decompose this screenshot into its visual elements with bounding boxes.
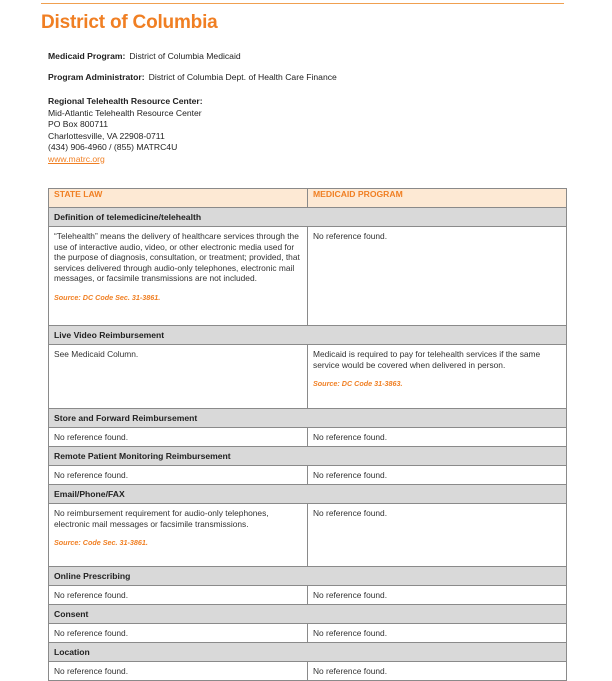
resource-center-label: Regional Telehealth Resource Center: bbox=[48, 96, 203, 106]
section-title: Online Prescribing bbox=[49, 567, 567, 586]
medicaid-text: No reference found. bbox=[313, 508, 388, 518]
state-law-cell: No reference found. bbox=[49, 428, 308, 447]
section-title: Definition of telemedicine/telehealth bbox=[49, 208, 567, 227]
telehealth-law-table bbox=[48, 188, 567, 681]
medicaid-program-line bbox=[48, 51, 241, 63]
medicaid-cell bbox=[308, 345, 567, 409]
state-law-cell: No reference found. bbox=[49, 662, 308, 681]
section-row-online-prescribing bbox=[49, 567, 567, 586]
resource-center-block bbox=[48, 96, 203, 165]
section-title: Remote Patient Monitoring Reimbursement bbox=[49, 447, 567, 466]
table-row bbox=[49, 662, 567, 681]
medicaid-program-label: Medicaid Program: bbox=[48, 51, 126, 61]
resource-center-link[interactable]: www.matrc.org bbox=[48, 153, 105, 164]
state-law-source: Source: DC Code Sec. 31-3861. bbox=[54, 292, 161, 302]
state-law-source: Source: Code Sec. 31-3861. bbox=[54, 538, 148, 548]
table-row bbox=[49, 466, 567, 485]
section-row-definition bbox=[49, 208, 567, 227]
resource-center-name: Mid-Atlantic Telehealth Resource Center bbox=[48, 107, 202, 118]
section-row-live-video bbox=[49, 326, 567, 345]
medicaid-text: No reference found. bbox=[313, 231, 388, 241]
section-title: Live Video Reimbursement bbox=[49, 326, 567, 345]
state-law-text: No reimbursement requirement for audio-only telephones, electronic mail messages or facsimile transmissions. bbox=[54, 508, 269, 529]
section-title: Location bbox=[49, 643, 567, 662]
table-header-row bbox=[49, 189, 567, 208]
page-title: District of Columbia bbox=[41, 12, 218, 33]
section-title: Email/Phone/FAX bbox=[49, 485, 567, 504]
table-row bbox=[49, 586, 567, 605]
table-row bbox=[49, 227, 567, 326]
state-law-cell: No reference found. bbox=[49, 466, 308, 485]
column-header-state-law: STATE LAW bbox=[49, 189, 308, 208]
table-row bbox=[49, 504, 567, 567]
state-law-cell: No reference found. bbox=[49, 624, 308, 643]
column-header-medicaid: MEDICAID PROGRAM bbox=[308, 189, 567, 208]
state-law-text: See Medicaid Column. bbox=[54, 349, 139, 359]
medicaid-cell: No reference found. bbox=[308, 662, 567, 681]
state-law-cell bbox=[49, 227, 308, 326]
medicaid-cell: No reference found. bbox=[308, 466, 567, 485]
state-law-text: “Telehealth” means the delivery of healthcare services through the use of interactive audio, video, or other electronic media used for the purpose of diagnosis, consultation, or treatment; provided, that services delivered through audio-only telephones, electronic mail messages, or facsimile transmissions are not included. bbox=[54, 231, 300, 284]
section-row-consent bbox=[49, 605, 567, 624]
section-title: Store and Forward Reimbursement bbox=[49, 409, 567, 428]
medicaid-cell: No reference found. bbox=[308, 586, 567, 605]
state-law-cell: No reference found. bbox=[49, 586, 308, 605]
state-law-cell bbox=[49, 345, 308, 409]
program-administrator-label: Program Administrator: bbox=[48, 72, 145, 82]
medicaid-text: Medicaid is required to pay for telehealth services if the same service would be covered when delivered in person. bbox=[313, 349, 541, 370]
resource-center-city: Charlottesville, VA 22908-0711 bbox=[48, 130, 165, 141]
medicaid-cell bbox=[308, 227, 567, 326]
section-row-email-phone-fax bbox=[49, 485, 567, 504]
medicaid-source: Source: DC Code 31-3863. bbox=[313, 379, 403, 389]
state-law-cell bbox=[49, 504, 308, 567]
medicaid-program-value: District of Columbia Medicaid bbox=[129, 51, 241, 61]
section-row-store-forward bbox=[49, 409, 567, 428]
table-row bbox=[49, 345, 567, 409]
section-row-location bbox=[49, 643, 567, 662]
medicaid-cell: No reference found. bbox=[308, 624, 567, 643]
table-row bbox=[49, 624, 567, 643]
resource-center-po-box: PO Box 800711 bbox=[48, 119, 109, 129]
section-row-remote-monitoring bbox=[49, 447, 567, 466]
top-divider bbox=[41, 3, 564, 4]
medicaid-cell bbox=[308, 504, 567, 567]
program-administrator-line bbox=[48, 72, 337, 84]
section-title: Consent bbox=[49, 605, 567, 624]
program-administrator-value: District of Columbia Dept. of Health Care Finance bbox=[148, 72, 337, 82]
medicaid-cell: No reference found. bbox=[308, 428, 567, 447]
table-row bbox=[49, 428, 567, 447]
resource-center-phone: (434) 906-4960 / (855) MATRC4U bbox=[48, 142, 178, 152]
